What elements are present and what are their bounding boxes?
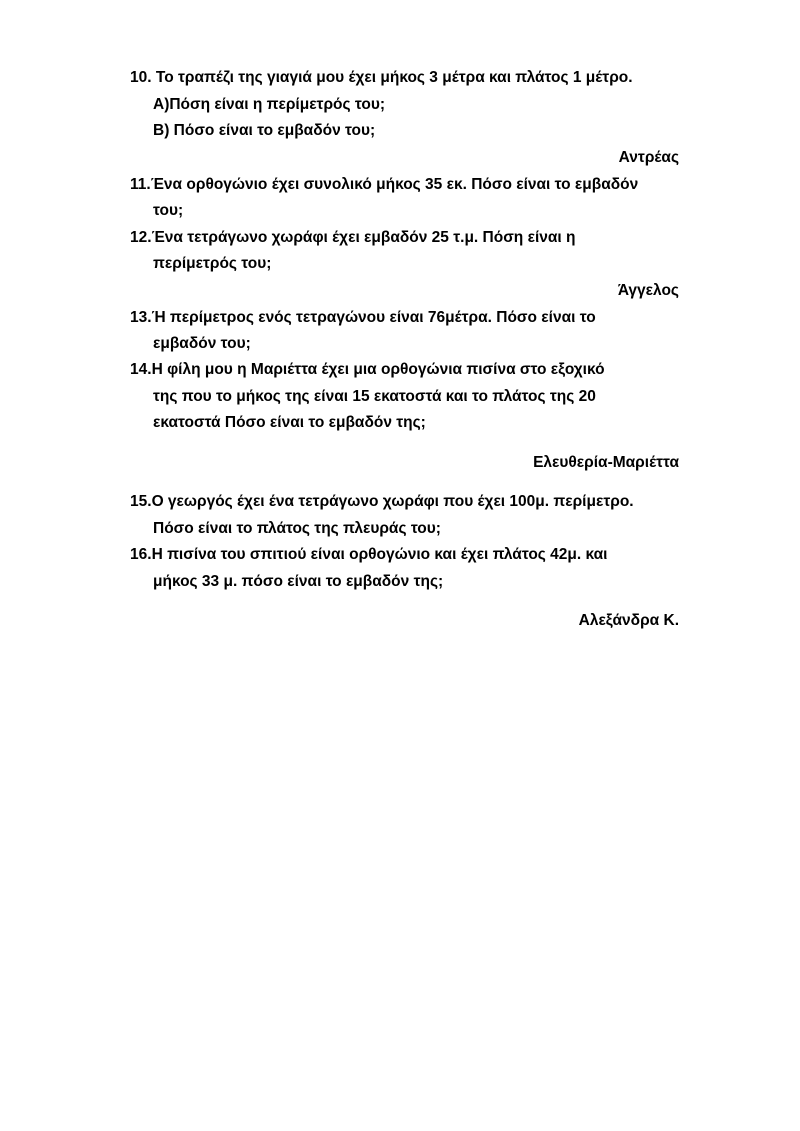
- question-14-line-1: [130, 360, 605, 380]
- question-16-line-2: μήκος 33 μ. πόσο είναι το εμβαδόν της;: [153, 573, 444, 590]
- question-number: 12.: [130, 229, 152, 246]
- question-number: 16.: [130, 546, 152, 563]
- question-13-line-2: εμβαδόν του;: [153, 335, 251, 352]
- question-14-line-3: εκατοστά Πόσο είναι το εμβαδόν της;: [153, 414, 426, 431]
- author-name: Ελευθερία-Μαριέττα: [533, 454, 679, 471]
- question-14-line-2: της που το μήκος της είναι 15 εκατοστά και το πλάτος της 20: [153, 388, 596, 405]
- question-text: Ένα τετράγωνο χωράφι έχει εμβαδόν 25 τ.μ. Πόση είναι η: [151, 229, 576, 246]
- question-11-line-1: [130, 175, 638, 195]
- question-15-line-1: [130, 492, 634, 512]
- question-13-line-1: [130, 308, 596, 328]
- question-text: Ο γεωργός έχει ένα τετράγωνο χωράφι που έχει 100μ. περίμετρο.: [151, 493, 634, 510]
- question-number: 10.: [130, 69, 152, 86]
- question-text: Η πισίνα του σπιτιού είναι ορθογώνιο και έχει πλάτος 42μ. και: [151, 546, 608, 563]
- author-name: Αλεξάνδρα Κ.: [578, 612, 679, 629]
- question-10-line-2: Α)Πόση είναι η περίμετρός του;: [153, 96, 386, 113]
- question-10-line-1: [130, 68, 633, 88]
- author-name: Άγγελος: [617, 282, 679, 299]
- question-text: Ένα ορθογώνιο έχει συνολικό μήκος 35 εκ. Πόσο είναι το εμβαδόν: [150, 176, 639, 193]
- question-12-line-2: περίμετρός του;: [153, 255, 272, 272]
- question-number: 14.: [130, 361, 152, 378]
- question-15-line-2: Πόσο είναι το πλάτος της πλευράς του;: [153, 520, 441, 537]
- author-name: Αντρέας: [618, 149, 679, 166]
- question-number: 11.: [130, 176, 151, 193]
- question-16-line-1: [130, 545, 607, 565]
- question-text: Η φίλη μου η Μαριέττα έχει μια ορθογώνια πισίνα στο εξοχικό: [151, 361, 605, 378]
- question-10-line-3: Β) Πόσο είναι το εμβαδόν του;: [153, 122, 376, 139]
- question-number: 15.: [130, 493, 152, 510]
- question-text: Το τραπέζι της γιαγιά μου έχει μήκος 3 μέτρα και πλάτος 1 μέτρο.: [155, 69, 633, 86]
- question-text: Ή περίμετρος ενός τετραγώνου είναι 76μέτρα. Πόσο είναι το: [151, 309, 596, 326]
- question-12-line-1: [130, 228, 575, 248]
- question-11-line-2: του;: [153, 202, 184, 219]
- question-number: 13.: [130, 309, 152, 326]
